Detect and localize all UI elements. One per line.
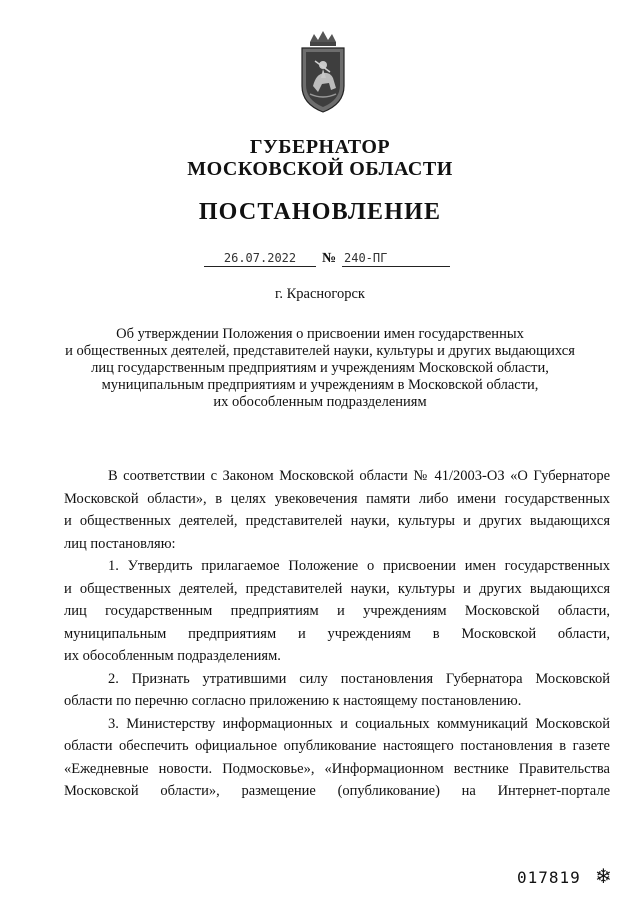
body-line: лиц государственным предприятиям и учреждениям Московской области, <box>64 603 610 619</box>
body-line: «Ежедневные новости. Подмосковье», «Информационном вестнике Правительства <box>64 760 610 777</box>
title-line: муниципальным предприятиям и учреждениям в Московской области, <box>101 377 539 393</box>
document-subject-title <box>40 326 600 411</box>
body-line: области обеспечить официальное опубликование настоящего постановления в газете <box>64 738 610 754</box>
serial-number: 017819 <box>517 868 581 887</box>
body-line: и общественных деятелей, представителей науки, культуры и других выдающихся <box>64 580 610 597</box>
document-number: 240-ПГ <box>342 251 450 267</box>
body-line: 2. Признать утратившими силу постановления Губернатора Московской <box>108 670 610 687</box>
issuer-title-line2: МОСКОВСКОЙ ОБЛАСТИ <box>187 158 453 180</box>
body-line: 1. Утвердить прилагаемое Положение о присвоении имен государственных <box>108 558 610 574</box>
document-type-heading: ПОСТАНОВЛЕНИЕ <box>198 199 442 225</box>
body-line: области по перечню согласно приложению к настоящему постановлению. <box>64 693 522 709</box>
place-of-issue: г. Красногорск <box>275 286 365 302</box>
body-line: их обособленным подразделениям. <box>64 648 281 664</box>
body-line: лиц постановляю: <box>64 535 176 552</box>
body-line: В соответствии с Законом Московской области № 41/2003-ОЗ «О Губернаторе <box>108 468 610 484</box>
body-line: муниципальным предприятиям и учреждениям в Московской области, <box>64 625 610 642</box>
document-body <box>64 465 610 803</box>
number-sign: № <box>322 251 337 266</box>
issuer-title-line1: ГУБЕРНАТОР <box>249 136 391 158</box>
body-line: и общественных деятелей, представителей науки, культуры и других выдающихся <box>64 513 610 529</box>
registration-line <box>0 251 640 273</box>
snowflake-icon: ❄ <box>595 864 612 888</box>
title-line: и общественных деятелей, представителей науки, культуры и других выдающихся <box>65 343 575 359</box>
title-line: Об утверждении Положения о присвоении имен государственных <box>116 326 524 342</box>
body-line: Московской области», в целях увековечения памяти либо имени государственных <box>64 490 610 507</box>
document-date: 26.07.2022 <box>204 251 316 267</box>
title-line: лиц государственным предприятиям и учреждениям Московской области, <box>91 360 549 376</box>
body-line: 3. Министерству информационных и социальных коммуникаций Московской <box>108 715 610 732</box>
body-line: Московской области», размещение (опубликование) на Интернет-портале <box>64 783 610 799</box>
title-line: их обособленным подразделениям <box>213 394 427 410</box>
coat-of-arms-icon <box>296 28 350 116</box>
